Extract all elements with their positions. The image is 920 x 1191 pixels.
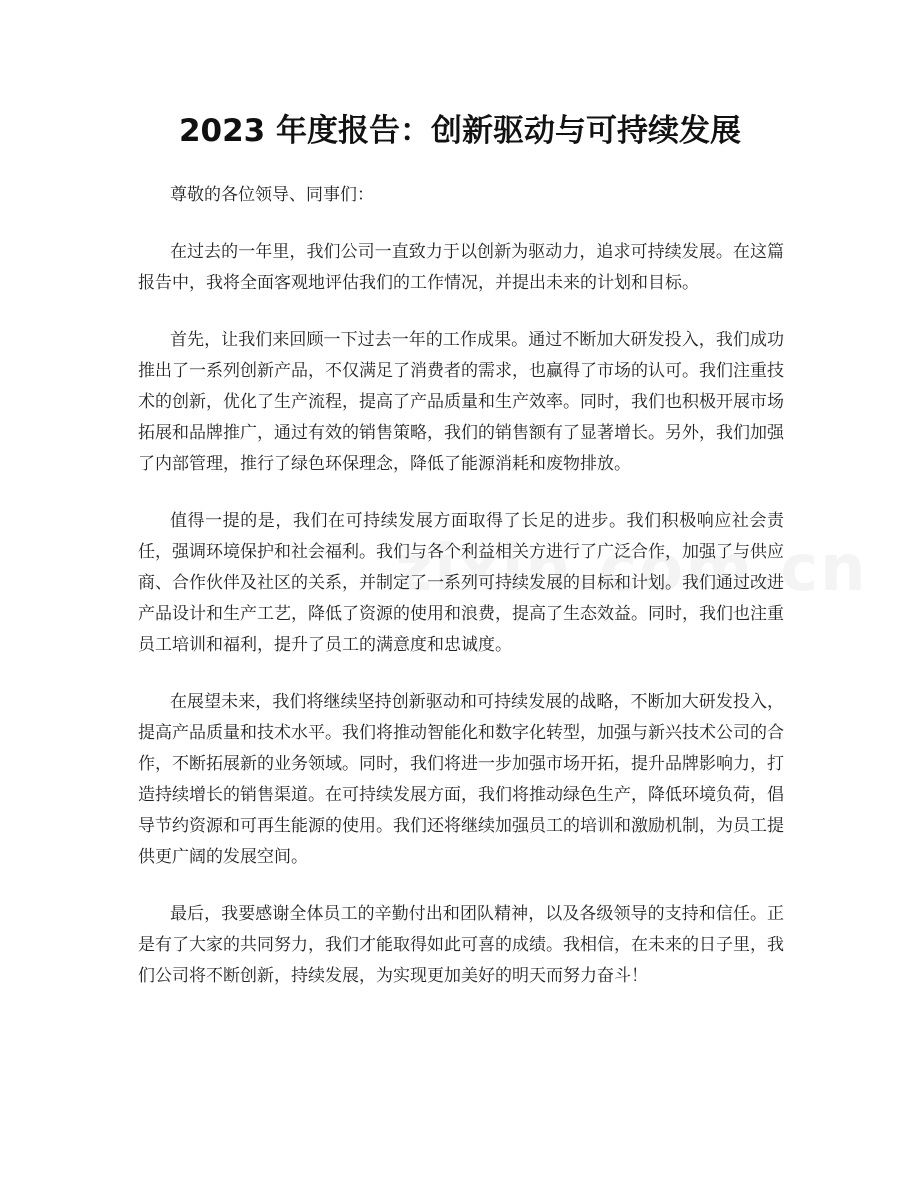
sustainability-paragraph: 值得一提的是，我们在可持续发展方面取得了长足的进步。我们积极响应社会责任，强调环境保护和社会福利。我们与各个利益相关方进行了广泛合作，加强了与供应商、合作伙伴及社区的关系，并制定了一系列可持续发展的目标和计划。我们通过改进产品设计和生产工艺，降低了资源的使用和浪费，提高了生态效益。同时，我们也注重员工培训和福利，提升了员工的满意度和忠诚度。: [138, 511, 784, 655]
document-title: 2023 年度报告：创新驱动与可持续发展: [178, 113, 742, 149]
salutation-paragraph: 尊敬的各位领导、同事们：: [170, 185, 374, 205]
document-body: [138, 180, 784, 1018]
achievements-paragraph: 首先，让我们来回顾一下过去一年的工作成果。通过不断加大研发投入，我们成功推出了一系列创新产品，不仅满足了消费者的需求，也赢得了市场的认可。我们注重技术的创新，优化了生产流程，提高了产品质量和生产效率。同时，我们也积极开展市场拓展和品牌推广，通过有效的销售策略，我们的销售额有了显著增长。另外，我们加强了内部管理，推行了绿色环保理念，降低了能源消耗和废物排放。: [138, 330, 784, 474]
closing-paragraph: 最后，我要感谢全体员工的辛勤付出和团队精神，以及各级领导的支持和信任。正是有了大家的共同努力，我们才能取得如此可喜的成绩。我相信，在未来的日子里，我们公司将不断创新，持续发展，为实现更加美好的明天而努力奋斗！: [138, 904, 784, 986]
outlook-paragraph: 在展望未来，我们将继续坚持创新驱动和可持续发展的战略，不断加大研发投入，提高产品质量和技术水平。我们将推动智能化和数字化转型，加强与新兴技术公司的合作，不断拓展新的业务领域。同时，我们将进一步加强市场开拓，提升品牌影响力，打造持续增长的销售渠道。在可持续发展方面，我们将推动绿色生产，降低环境负荷，倡导节约资源和可再生能源的使用。我们还将继续加强员工的培训和激励机制，为员工提供更广阔的发展空间。: [138, 692, 784, 867]
intro-paragraph: 在过去的一年里，我们公司一直致力于以创新为驱动力，追求可持续发展。在这篇报告中，我将全面客观地评估我们的工作情况，并提出未来的计划和目标。: [138, 242, 784, 293]
